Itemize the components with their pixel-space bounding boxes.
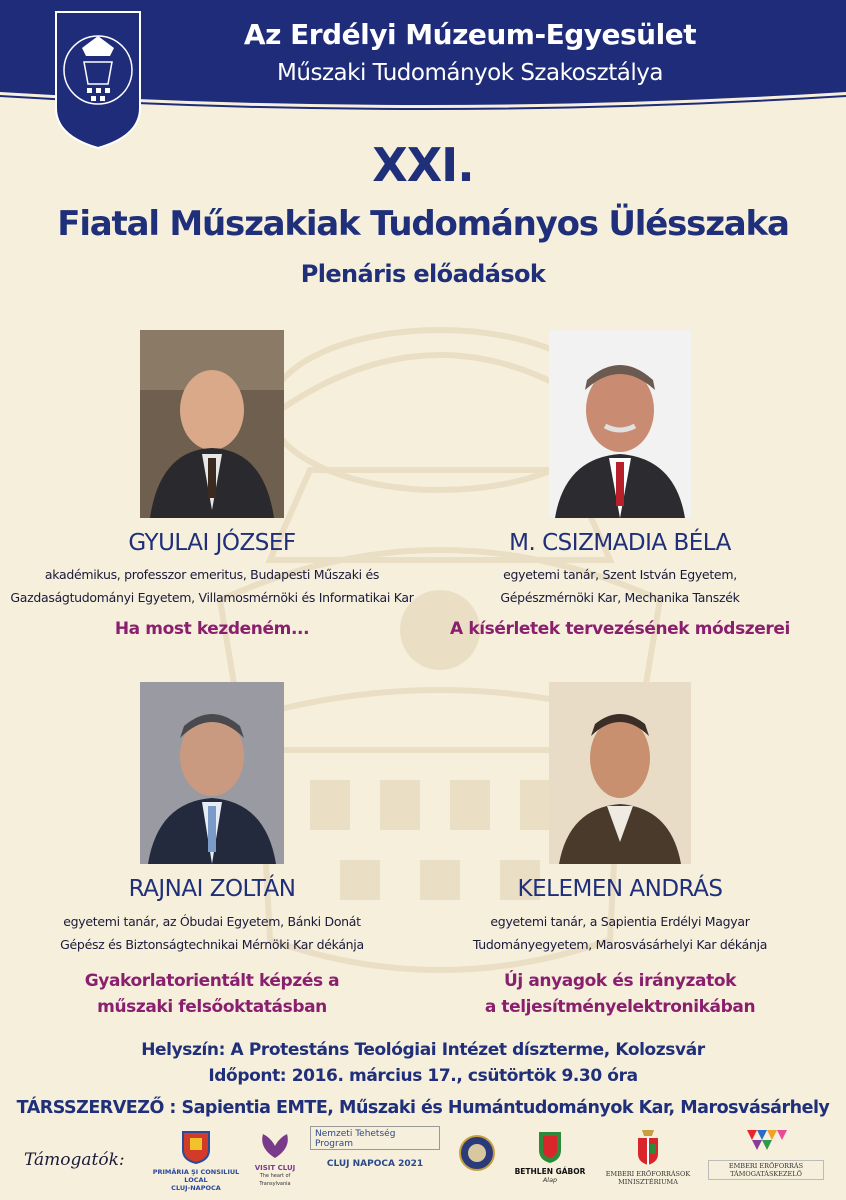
affiliation-line: egyetemi tanár, az Óbudai Egyetem, Bánki Donát	[63, 914, 361, 929]
supporters-label: Támogatók:	[24, 1150, 125, 1170]
city-crest-icon	[146, 1128, 246, 1192]
talk-title	[430, 968, 810, 1020]
logo-caption: The heart of Transylvania	[259, 1173, 291, 1187]
logo-caption: CLUJ NAPOCA 2021	[326, 1159, 424, 1169]
coorganizer: TÁRSSZERVEZŐ : Sapientia EMTE, Műszaki és Humántudományok Kar, Marosvásárhely	[16, 1098, 830, 1118]
venue-time: Időpont: 2016. március 17., csütörtök 9.30 óra	[208, 1066, 638, 1086]
speaker-name: KELEMEN ANDRÁS	[517, 876, 723, 902]
talk-title	[20, 616, 404, 642]
emet-logo-icon	[708, 1126, 824, 1180]
logo-caption: VISIT CLUJ	[254, 1164, 296, 1172]
logo-caption: Nemzeti Tehetség Program	[310, 1126, 440, 1150]
speaker-affiliation	[10, 563, 414, 609]
logo-caption: CLUJ-NAPOCA	[171, 1184, 221, 1192]
talk-line: A kísérletek tervezésének módszerei	[450, 619, 790, 639]
affiliation-line: Gazdaságtudományi Egyetem, Villamosmérnöki és Informatikai Kar	[10, 590, 414, 605]
talent-program-icon	[310, 1126, 440, 1168]
logo-caption-box	[708, 1160, 824, 1180]
speaker-photo-gyulai	[140, 330, 284, 518]
affiliation-line: akadémikus, professzor emeritus, Budapesti Műszaki és	[44, 567, 380, 582]
event-title: Fiatal Műszakiak Tudományos Ülésszaka	[57, 204, 789, 244]
speaker-photo-csizmadia	[549, 330, 691, 518]
talk-title	[20, 968, 404, 1020]
emblem-icon	[52, 8, 144, 150]
talk-title	[430, 616, 810, 642]
logo-caption: TÁMOGATÁSKEZELŐ	[730, 1170, 802, 1178]
speaker-name: M. CSIZMADIA BÉLA	[509, 530, 731, 556]
talk-line: Ha most kezdeném...	[114, 619, 310, 639]
venue-location: Helyszín: A Protestáns Teológiai Intézet díszterme, Kolozsvár	[141, 1040, 705, 1060]
bethlen-shield-icon	[510, 1130, 590, 1184]
speaker-photo-kelemen	[549, 682, 691, 864]
affiliation-line: egyetemi tanár, a Sapientia Erdélyi Magyar	[490, 914, 750, 929]
speaker-photo-rajnai	[140, 682, 284, 864]
speaker-affiliation	[440, 563, 800, 609]
affiliation-line: Tudományegyetem, Marosvásárhelyi Kar dékánja	[472, 937, 768, 952]
logo-caption: Alap	[542, 1176, 558, 1184]
event-subtitle: Plenáris előadások	[300, 260, 546, 288]
speaker-name: GYULAI JÓZSEF	[128, 530, 296, 556]
logo-caption: EMBERI ERŐFORRÁSOK	[605, 1170, 691, 1178]
hungarian-crest-icon	[598, 1126, 698, 1186]
talk-line: Új anyagok és irányzatok	[503, 971, 737, 991]
logo-caption: MINISZTÉRIUMA	[618, 1178, 678, 1186]
logo-caption: PRIMĂRIA ŞI CONSILIUL LOCAL	[152, 1168, 240, 1184]
org-name: Az Erdélyi Múzeum-Egyesület	[243, 18, 697, 51]
org-subtitle: Műszaki Tudományok Szakosztálya	[277, 60, 663, 86]
logo-caption: BETHLEN GÁBOR	[514, 1167, 586, 1176]
speaker-affiliation	[440, 910, 800, 956]
talk-line: a teljesítményelektronikában	[484, 997, 756, 1017]
affiliation-line: egyetemi tanár, Szent István Egyetem,	[503, 567, 737, 582]
talk-line: műszaki felsőoktatásban	[97, 997, 327, 1017]
affiliation-line: Gépészmérnöki Kar, Mechanika Tanszék	[500, 590, 740, 605]
visit-cluj-icon	[244, 1130, 306, 1188]
logo-caption: EMBERI ERŐFORRÁS	[728, 1162, 804, 1170]
talk-line: Gyakorlatorientált képzés a	[84, 971, 340, 991]
round-seal-icon	[456, 1134, 498, 1176]
speaker-name: RAJNAI ZOLTÁN	[128, 876, 296, 902]
event-edition: XXI.	[372, 138, 474, 192]
speaker-affiliation	[30, 910, 394, 956]
affiliation-line: Gépész és Biztonságtechnikai Mérnöki Kar dékánja	[60, 937, 364, 952]
